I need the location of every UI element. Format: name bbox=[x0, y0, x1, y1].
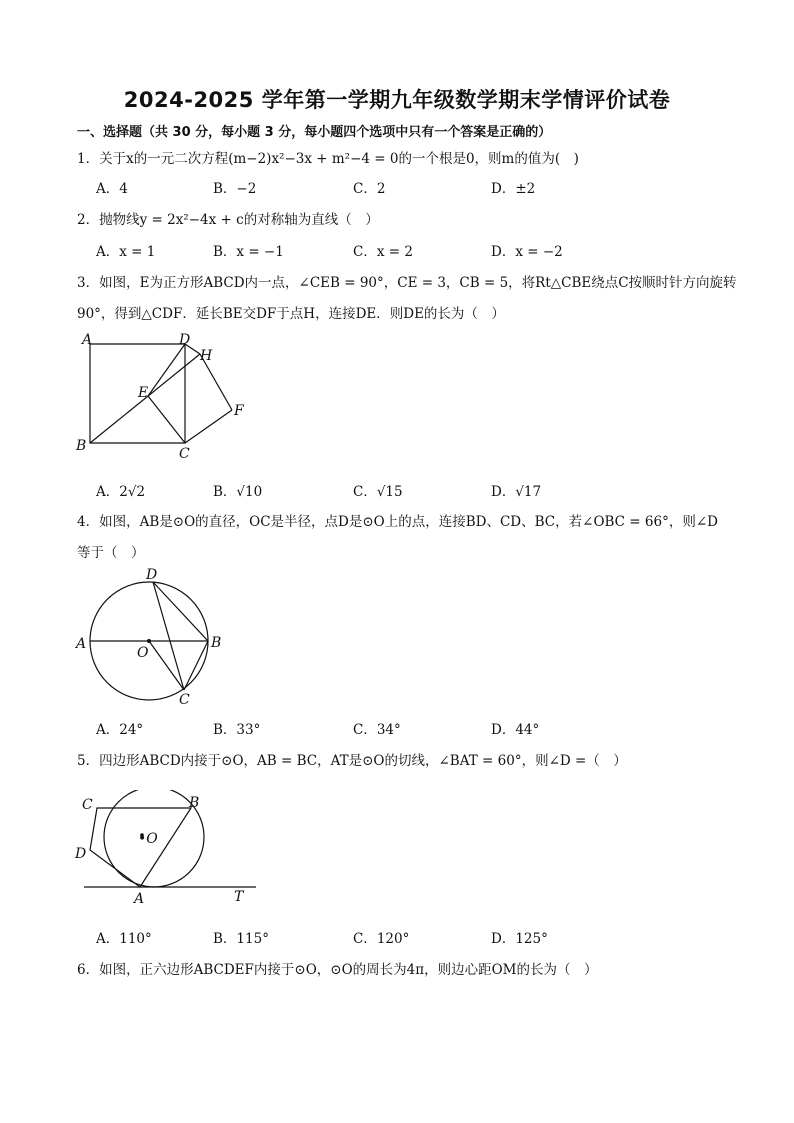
label-c: C bbox=[179, 446, 190, 462]
label-d: D bbox=[75, 846, 87, 862]
question-4-option-a[interactable]: A．24° bbox=[96, 722, 144, 738]
label-o: O bbox=[137, 645, 149, 661]
question-4-figure bbox=[70, 562, 230, 712]
question-5-option-a[interactable]: A．110° bbox=[96, 931, 152, 947]
question-6-stem: 6．如图，正六边形ABCDEF内接于⊙O，⊙O的周长为4π，则边心距OM的长为（ ） bbox=[77, 962, 598, 978]
label-d: D bbox=[179, 332, 191, 348]
segment-bc bbox=[184, 641, 208, 690]
label-b: B bbox=[189, 795, 200, 811]
question-5-option-b[interactable]: B．115° bbox=[213, 931, 269, 947]
question-1-option-a[interactable]: A．4 bbox=[96, 181, 128, 197]
question-3-figure bbox=[70, 330, 260, 465]
question-4-stem: 4．如图，AB是⊙O的直径，OC是半径，点D是⊙O上的点，连接BD、CD、BC，若∠OBC = 66°，则∠D bbox=[77, 514, 718, 530]
question-3-option-d[interactable]: D．√17 bbox=[491, 484, 542, 500]
question-2-option-c[interactable]: C．x = 2 bbox=[353, 244, 413, 260]
label-b: B bbox=[211, 635, 222, 651]
label-t: T bbox=[234, 889, 244, 905]
question-4-option-c[interactable]: C．34° bbox=[353, 722, 401, 738]
label-o: •O bbox=[138, 831, 158, 847]
label-a: A bbox=[134, 891, 145, 907]
question-4-option-d[interactable]: D．44° bbox=[491, 722, 540, 738]
question-5-option-d[interactable]: D．125° bbox=[491, 931, 548, 947]
label-f: F bbox=[234, 403, 244, 419]
segment-fc bbox=[185, 410, 232, 443]
question-3-stem-line2: 90°，得到△CDF．延长BE交DF于点H，连接DE．则DE的长为（ ） bbox=[77, 306, 505, 322]
question-2-option-a[interactable]: A．x = 1 bbox=[96, 244, 156, 260]
label-h: H bbox=[200, 348, 213, 364]
question-2-option-d[interactable]: D．x = −2 bbox=[491, 244, 563, 260]
segment-ec bbox=[148, 396, 185, 443]
question-2-stem: 2．抛物线y = 2x²−4x + c的对称轴为直线（ ） bbox=[77, 212, 379, 228]
question-3-option-b[interactable]: B．√10 bbox=[213, 484, 263, 500]
question-5-stem: 5．四边形ABCD内接于⊙O，AB = BC，AT是⊙O的切线，∠BAT = 60°，则∠D =（ ） bbox=[77, 753, 627, 769]
question-1-stem: 1．关于x的一元二次方程(m−2)x²−3x + m²−4 = 0的一个根是0，则m的值为( ) bbox=[77, 151, 579, 167]
radius-oc bbox=[149, 641, 184, 690]
label-c: C bbox=[179, 692, 190, 708]
question-3-stem: 3．如图，E为正方形ABCD内一点，∠CEB = 90°，CE = 3，CB = 5，将Rt△CBE绕点C按顺时针方向旋转 bbox=[77, 275, 737, 291]
label-a: A bbox=[76, 636, 87, 652]
section-heading: 一、选择题（共 30 分，每小题 3 分，每小题四个选项中只有一个答案是正确的） bbox=[77, 125, 552, 140]
question-1-option-d[interactable]: D．±2 bbox=[491, 181, 536, 197]
question-3-option-c[interactable]: C．√15 bbox=[353, 484, 403, 500]
center-point-o bbox=[147, 639, 151, 643]
label-c: C bbox=[82, 797, 93, 813]
label-e: E bbox=[138, 385, 149, 401]
label-a: A bbox=[82, 332, 93, 348]
label-d: D bbox=[146, 567, 158, 583]
question-3-option-a[interactable]: A．2√2 bbox=[96, 484, 146, 500]
question-5-option-c[interactable]: C．120° bbox=[353, 931, 410, 947]
exam-title: 2024-2025 学年第一学期九年级数学期末学情评价试卷 bbox=[123, 88, 671, 112]
question-1-option-c[interactable]: C．2 bbox=[353, 181, 386, 197]
question-2-option-b[interactable]: B．x = −1 bbox=[213, 244, 284, 260]
question-1-option-b[interactable]: B．−2 bbox=[213, 181, 257, 197]
question-4-option-b[interactable]: B．33° bbox=[213, 722, 261, 738]
label-b: B bbox=[76, 438, 87, 454]
question-4-stem-line2: 等于（ ） bbox=[77, 545, 145, 561]
question-5-figure bbox=[70, 790, 265, 908]
